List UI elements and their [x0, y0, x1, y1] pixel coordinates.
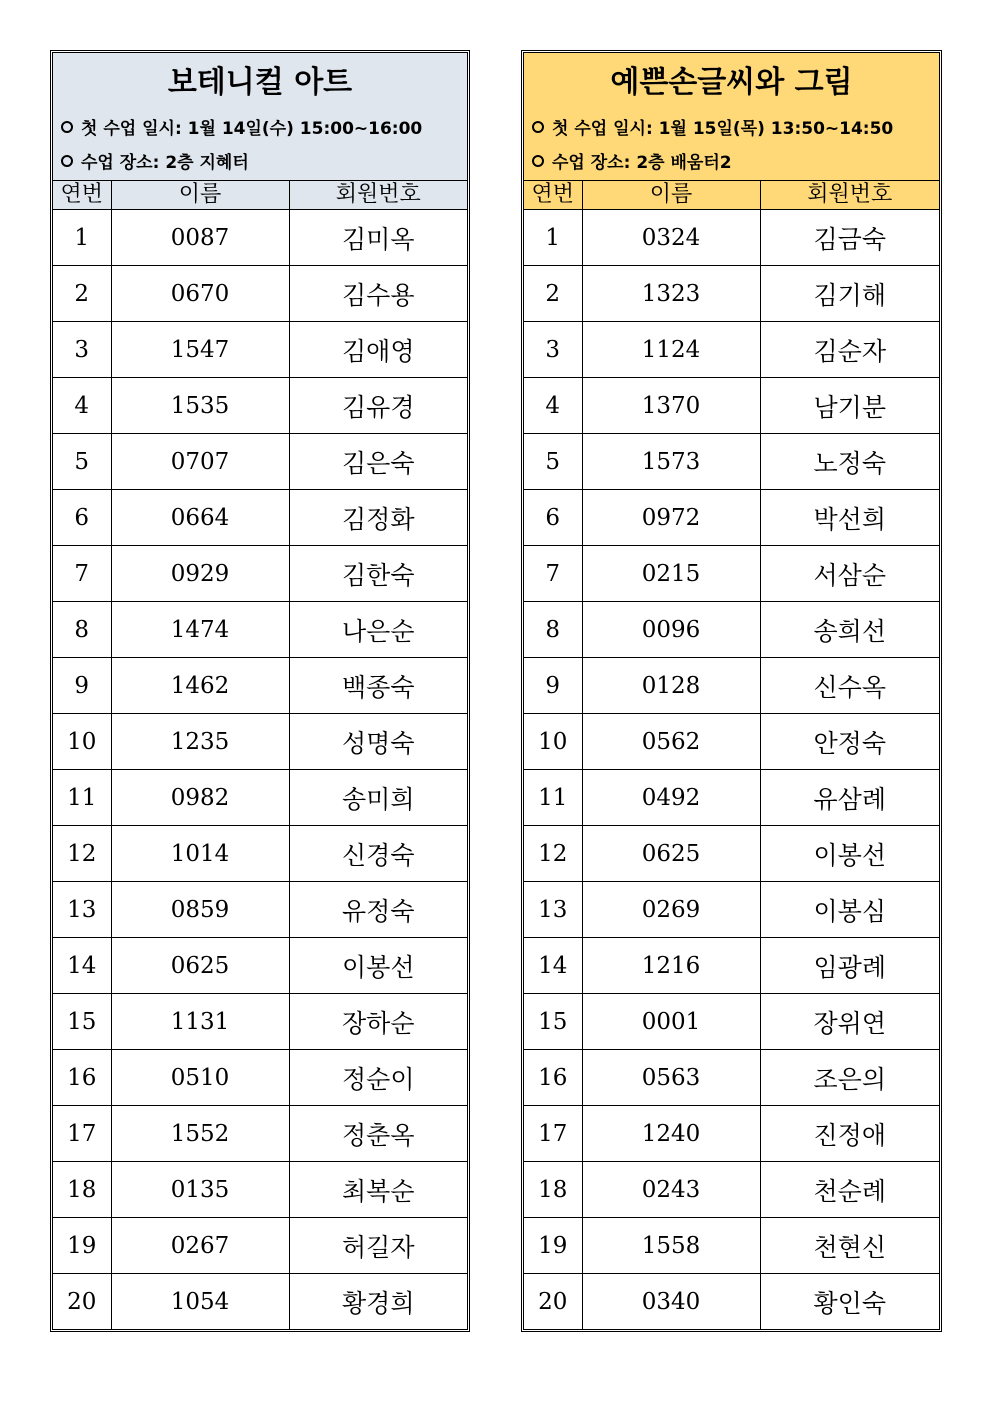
location-info	[61, 151, 249, 175]
row-member-no-cell: 이봉심	[760, 882, 939, 938]
table-row	[53, 882, 467, 938]
row-seq-cell: 8	[53, 602, 111, 658]
row-seq-cell: 7	[53, 546, 111, 602]
location-text: 수업 장소: 2층 배움터2	[552, 153, 732, 173]
table-row	[524, 826, 939, 882]
table-row	[53, 1274, 467, 1330]
roster-body	[53, 210, 467, 1330]
panel-header	[53, 53, 467, 181]
table-row	[524, 378, 939, 434]
row-name-cell: 0625	[582, 826, 760, 882]
row-name-cell: 0982	[111, 770, 289, 826]
class-title: 보테니컬 아트	[167, 65, 353, 100]
row-name-cell: 1323	[582, 266, 760, 322]
row-member-no-cell: 유정숙	[289, 882, 467, 938]
row-seq-cell: 5	[53, 434, 111, 490]
row-name-cell: 0128	[582, 658, 760, 714]
table-row	[524, 602, 939, 658]
row-name-cell: 0267	[111, 1218, 289, 1274]
row-seq-cell: 2	[53, 266, 111, 322]
table-row	[524, 434, 939, 490]
row-member-no-cell: 정순이	[289, 1050, 467, 1106]
row-seq-cell: 13	[53, 882, 111, 938]
row-member-no-cell: 장위연	[760, 994, 939, 1050]
row-name-cell: 1552	[111, 1106, 289, 1162]
row-member-no-cell: 천순례	[760, 1162, 939, 1218]
table-row	[53, 826, 467, 882]
row-name-cell: 0215	[582, 546, 760, 602]
table-row	[524, 1162, 939, 1218]
hollow-circle-icon	[61, 121, 73, 133]
table-header-row	[524, 181, 939, 210]
row-seq-cell: 3	[53, 322, 111, 378]
row-member-no-cell: 김순자	[760, 322, 939, 378]
table-row	[524, 546, 939, 602]
row-name-cell: 0670	[111, 266, 289, 322]
roster-body	[524, 210, 939, 1330]
row-member-no-cell: 서삼순	[760, 546, 939, 602]
row-member-no-cell: 남기분	[760, 378, 939, 434]
row-name-cell: 1131	[111, 994, 289, 1050]
table-row	[524, 1106, 939, 1162]
row-name-cell: 1216	[582, 938, 760, 994]
row-seq-cell: 11	[53, 770, 111, 826]
row-name-cell: 0707	[111, 434, 289, 490]
row-name-cell: 0135	[111, 1162, 289, 1218]
row-name-cell: 1558	[582, 1218, 760, 1274]
row-member-no-cell: 황경희	[342, 1288, 415, 1318]
row-name-cell: 1535	[111, 378, 289, 434]
table-row	[53, 378, 467, 434]
table-row	[53, 770, 467, 826]
class-panel-handwriting-drawing	[521, 50, 942, 1332]
row-member-no-cell: 조은의	[760, 1050, 939, 1106]
row-name-cell: 0324	[582, 210, 760, 266]
row-member-no-cell: 황인숙	[813, 1288, 886, 1318]
row-member-no-cell: 송희선	[760, 602, 939, 658]
row-name-cell: 1240	[582, 1106, 760, 1162]
table-row	[524, 770, 939, 826]
table-row	[524, 322, 939, 378]
table-row	[524, 938, 939, 994]
row-member-no-cell: 성명숙	[289, 714, 467, 770]
row-name-cell: 1124	[582, 322, 760, 378]
table-row	[53, 490, 467, 546]
panel-header	[524, 53, 939, 181]
row-seq-cell: 19	[53, 1218, 111, 1274]
location-text: 수업 장소: 2층 지혜터	[81, 153, 249, 173]
row-name-cell: 0563	[582, 1050, 760, 1106]
roster-table	[53, 181, 467, 1329]
hollow-circle-icon	[532, 155, 544, 167]
row-name-cell: 0269	[582, 882, 760, 938]
row-seq-cell: 17	[53, 1106, 111, 1162]
row-member-no-cell: 신경숙	[289, 826, 467, 882]
row-member-no-cell: 장하순	[289, 994, 467, 1050]
row-seq-cell: 15	[53, 994, 111, 1050]
table-row	[524, 994, 939, 1050]
row-seq-cell: 9	[524, 658, 582, 714]
row-seq-cell: 3	[524, 322, 582, 378]
row-seq-cell: 14	[524, 938, 582, 994]
row-seq-cell: 20	[524, 1274, 582, 1330]
row-name-cell: 0243	[582, 1162, 760, 1218]
row-seq-cell: 16	[53, 1050, 111, 1106]
roster-table	[524, 181, 939, 1329]
table-row	[524, 882, 939, 938]
column-header-seq: 연번	[53, 181, 111, 210]
class-title: 예쁜손글씨와 그림	[610, 65, 853, 100]
table-row	[53, 938, 467, 994]
row-seq-cell: 5	[524, 434, 582, 490]
row-seq-cell: 20	[53, 1274, 111, 1330]
table-row	[53, 1106, 467, 1162]
row-member-no-cell: 김금숙	[760, 210, 939, 266]
table-row	[524, 490, 939, 546]
row-member-no-cell: 김정화	[289, 490, 467, 546]
row-seq-cell: 18	[524, 1162, 582, 1218]
row-name-cell: 1235	[111, 714, 289, 770]
row-seq-cell: 7	[524, 546, 582, 602]
row-name-cell: 0510	[111, 1050, 289, 1106]
row-member-no-cell: 노정숙	[760, 434, 939, 490]
row-member-no-cell: 정춘옥	[289, 1106, 467, 1162]
row-seq-cell: 6	[53, 490, 111, 546]
row-name-cell: 1014	[111, 826, 289, 882]
row-name-cell: 0562	[582, 714, 760, 770]
row-seq-cell: 1	[53, 210, 111, 266]
row-seq-cell: 15	[524, 994, 582, 1050]
row-member-no-cell: 유삼례	[760, 770, 939, 826]
class-panel-botanical-art	[50, 50, 470, 1332]
table-row	[53, 994, 467, 1050]
row-name-cell: 0859	[111, 882, 289, 938]
row-member-no-cell: 천현신	[760, 1218, 939, 1274]
row-name-cell: 0001	[582, 994, 760, 1050]
row-member-no-cell: 신수옥	[760, 658, 939, 714]
row-member-no-cell: 허길자	[289, 1218, 467, 1274]
row-name-cell: 1054	[111, 1274, 289, 1330]
row-seq-cell: 10	[53, 714, 111, 770]
table-row	[53, 266, 467, 322]
table-row	[524, 1274, 939, 1330]
row-name-cell: 0492	[582, 770, 760, 826]
schedule-text: 첫 수업 일시: 1월 14일(수) 15:00~16:00	[81, 119, 423, 139]
column-header-seq: 연번	[524, 181, 582, 210]
column-header-name: 이름	[582, 181, 760, 210]
row-seq-cell: 19	[524, 1218, 582, 1274]
row-member-no-cell: 김미옥	[289, 210, 467, 266]
row-seq-cell: 10	[524, 714, 582, 770]
row-member-no-cell: 최복순	[289, 1162, 467, 1218]
table-row	[524, 1050, 939, 1106]
row-name-cell: 0664	[111, 490, 289, 546]
schedule-text: 첫 수업 일시: 1월 15일(목) 13:50~14:50	[552, 119, 894, 139]
row-seq-cell: 1	[524, 210, 582, 266]
row-member-no-cell: 임광례	[760, 938, 939, 994]
row-member-no-cell: 박선희	[760, 490, 939, 546]
row-member-no-cell: 송미희	[289, 770, 467, 826]
row-name-cell: 0972	[582, 490, 760, 546]
column-header-member-no: 회원번호	[760, 181, 939, 210]
row-seq-cell: 8	[524, 602, 582, 658]
row-seq-cell: 2	[524, 266, 582, 322]
column-header-member-no: 회원번호	[289, 181, 467, 210]
row-name-cell: 1462	[111, 658, 289, 714]
table-row	[53, 1050, 467, 1106]
schedule-info	[532, 117, 893, 141]
row-member-no-cell: 안정숙	[760, 714, 939, 770]
row-name-cell: 1547	[111, 322, 289, 378]
table-row	[53, 714, 467, 770]
hollow-circle-icon	[532, 121, 544, 133]
row-seq-cell: 9	[53, 658, 111, 714]
row-seq-cell: 18	[53, 1162, 111, 1218]
row-member-no-cell: 김기해	[760, 266, 939, 322]
row-member-no-cell: 백종숙	[289, 658, 467, 714]
row-name-cell: 0096	[582, 602, 760, 658]
row-seq-cell: 17	[524, 1106, 582, 1162]
row-member-no-cell: 김애영	[289, 322, 467, 378]
row-name-cell: 0340	[582, 1274, 760, 1330]
table-row	[524, 658, 939, 714]
row-name-cell: 1573	[582, 434, 760, 490]
row-name-cell: 1474	[111, 602, 289, 658]
table-row	[524, 210, 939, 266]
table-row	[53, 434, 467, 490]
row-name-cell: 0087	[111, 210, 289, 266]
row-seq-cell: 13	[524, 882, 582, 938]
table-row	[524, 266, 939, 322]
row-member-no-cell: 나은순	[289, 602, 467, 658]
row-name-cell: 1370	[582, 378, 760, 434]
row-seq-cell: 4	[53, 378, 111, 434]
row-seq-cell: 12	[524, 826, 582, 882]
column-header-name: 이름	[111, 181, 289, 210]
row-member-no-cell: 김유경	[289, 378, 467, 434]
table-row	[53, 322, 467, 378]
table-row	[53, 1218, 467, 1274]
hollow-circle-icon	[61, 155, 73, 167]
row-name-cell: 0929	[111, 546, 289, 602]
table-row	[53, 546, 467, 602]
row-seq-cell: 6	[524, 490, 582, 546]
location-info	[532, 151, 732, 175]
row-seq-cell: 16	[524, 1050, 582, 1106]
table-row	[53, 602, 467, 658]
schedule-info	[61, 117, 422, 141]
row-seq-cell: 4	[524, 378, 582, 434]
table-row	[53, 210, 467, 266]
row-member-no-cell: 김은숙	[289, 434, 467, 490]
table-row	[524, 1218, 939, 1274]
row-member-no-cell: 김수용	[289, 266, 467, 322]
row-name-cell: 0625	[111, 938, 289, 994]
row-member-no-cell: 진정애	[760, 1106, 939, 1162]
row-seq-cell: 14	[53, 938, 111, 994]
table-row	[524, 714, 939, 770]
row-seq-cell: 11	[524, 770, 582, 826]
row-member-no-cell: 김한숙	[289, 546, 467, 602]
table-row	[53, 658, 467, 714]
row-seq-cell: 12	[53, 826, 111, 882]
table-header-row	[53, 181, 467, 210]
row-member-no-cell: 이봉선	[760, 826, 939, 882]
table-row	[53, 1162, 467, 1218]
row-member-no-cell: 이봉선	[289, 938, 467, 994]
